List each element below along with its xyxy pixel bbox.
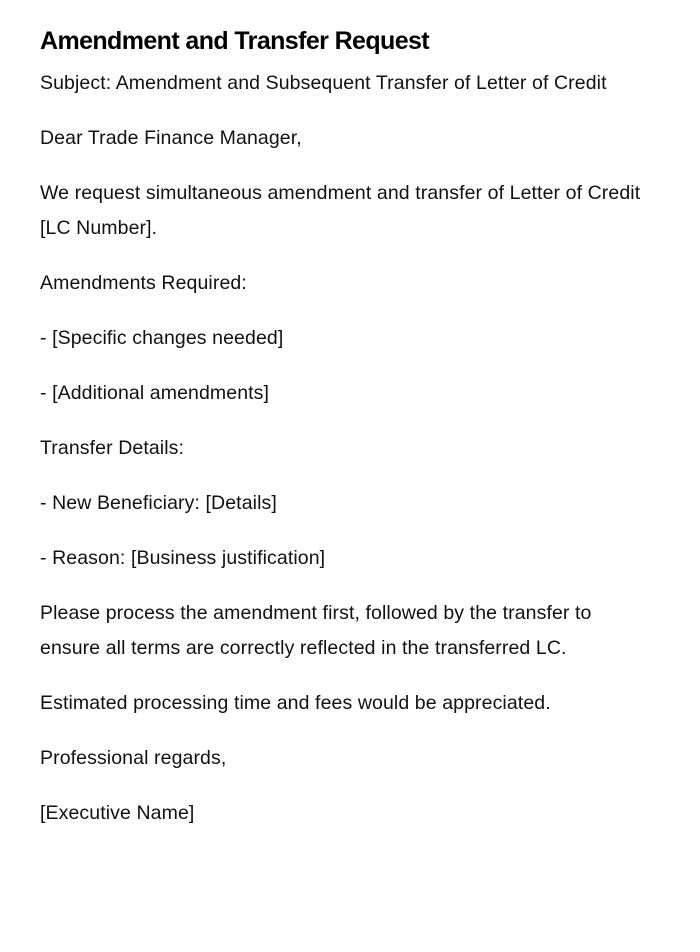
amendment-item: - [Specific changes needed] xyxy=(40,327,284,349)
fees-request-paragraph: Estimated processing time and fees would be appreciated. xyxy=(40,692,551,714)
transfer-heading: Transfer Details: xyxy=(40,437,185,459)
instructions-paragraph: Please process the amendment first, followed by the transfer to ensure all terms are correctly reflected in the transferred LC. xyxy=(40,602,592,659)
request-paragraph: We request simultaneous amendment and transfer of Letter of Credit [LC Number]. xyxy=(40,182,641,239)
transfer-item: - Reason: [Business justification] xyxy=(40,547,326,569)
document-title: Amendment and Transfer Request xyxy=(40,27,430,55)
subject-line: Subject: Amendment and Subsequent Transfer of Letter of Credit xyxy=(40,72,607,94)
closing: Professional regards, xyxy=(40,747,227,769)
transfer-item: - New Beneficiary: [Details] xyxy=(40,492,277,514)
signature-name: [Executive Name] xyxy=(40,802,195,824)
amendments-heading: Amendments Required: xyxy=(40,272,247,294)
salutation: Dear Trade Finance Manager, xyxy=(40,127,302,149)
amendment-item: - [Additional amendments] xyxy=(40,382,270,404)
